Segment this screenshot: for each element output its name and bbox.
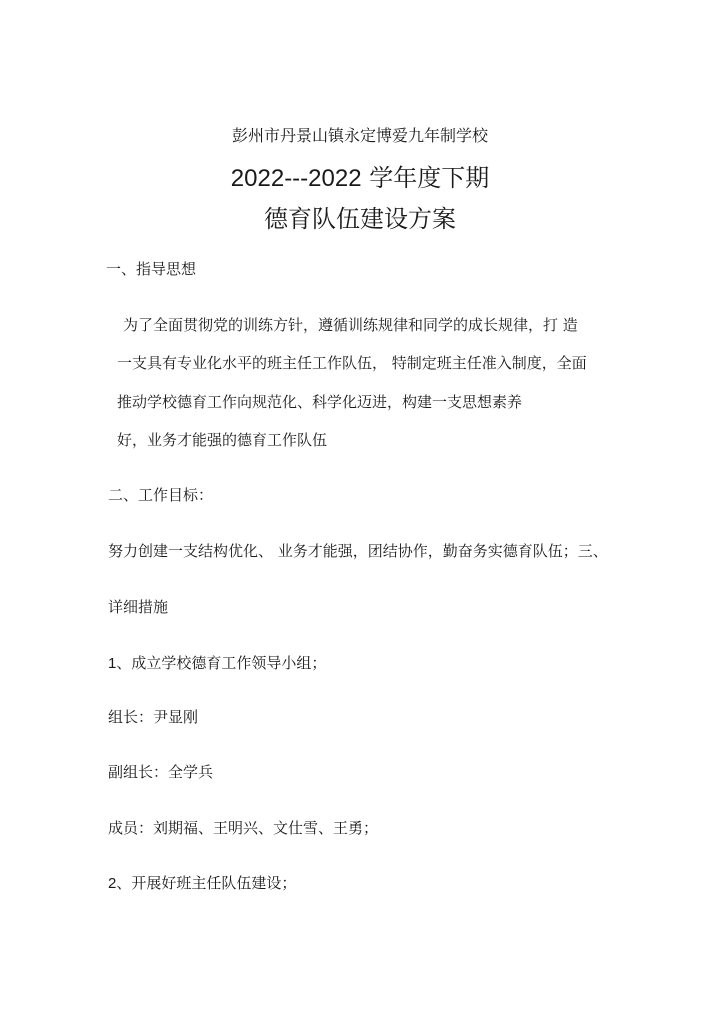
group-leader: 组长：尹显刚 xyxy=(108,708,199,726)
guiding-paragraph-line: 为了全面贯彻党的训练方针，遵循训练规律和同学的成长规律，打 造 xyxy=(123,316,578,334)
guiding-paragraph-line: 一支具有专业化水平的班主任工作队伍， 特制定班主任准入制度，全面 xyxy=(117,354,587,372)
measure-item-1 xyxy=(108,656,326,671)
measures-heading: 详细措施 xyxy=(108,598,169,616)
guiding-paragraph-line: 好，业务才能强的德育工作队伍 xyxy=(117,431,328,449)
goal-paragraph: 努力创建一支结构优化、 业务才能强，团结协作，勤奋务实德育队伍；三、 xyxy=(108,542,608,560)
section-heading-guiding: 一、指导思想 xyxy=(106,260,197,278)
school-name: 彭州市丹景山镇永定博爱九年制学校 xyxy=(231,126,488,145)
measure-item-2 xyxy=(108,876,296,891)
document-title: 德育队伍建设方案 xyxy=(264,205,456,233)
group-vice-leader: 副组长：全学兵 xyxy=(108,763,214,781)
measure-item-1-number: 1 xyxy=(108,655,117,672)
measure-item-2-number: 2 xyxy=(108,875,117,892)
title-year-line xyxy=(0,166,720,191)
measure-item-2-text: 、开展好班主任队伍建设； xyxy=(116,874,297,892)
measure-item-1-text: 、成立学校德育工作领导小组； xyxy=(116,654,327,672)
title-year-range: 2022---2022 xyxy=(230,165,362,192)
guiding-paragraph-line: 推动学校德育工作向规范化、科学化迈进，构建一支思想素养 xyxy=(117,393,523,411)
section-heading-goal: 二、工作目标： xyxy=(108,486,214,504)
group-members: 成员：刘期福、王明兴、文仕雪、王勇； xyxy=(108,819,379,837)
title-year-suffix: 学年度下期 xyxy=(369,164,490,192)
